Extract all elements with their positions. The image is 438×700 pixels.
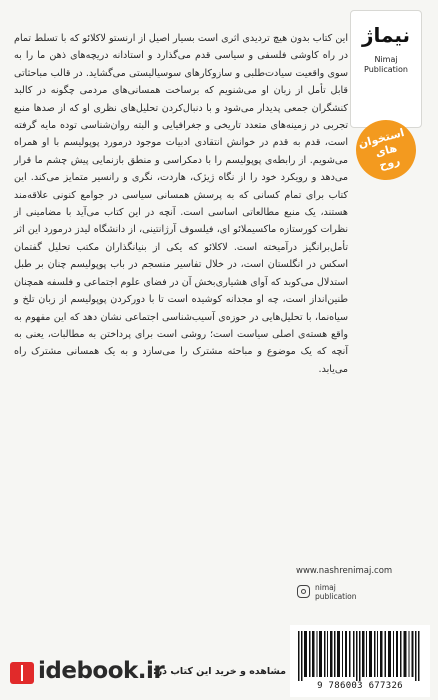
isbn-barcode <box>290 625 430 697</box>
store-watermark[interactable]: idebook.ir <box>38 658 165 684</box>
publisher-logo-word: نیماژ <box>361 23 411 47</box>
instagram-handle <box>297 583 377 607</box>
book-icon <box>10 662 34 684</box>
blurb-text: این کتاب بدون هیچ تردیدی اثری است بسیار اصیل از ارنستو لاکلائو که با تسلط تمام در راه کاوشی فلسفی و سیاسی قدم می‌گذارد و استادانه دریچه‌های ذهن ما را به سوی واقعیت سیادت‌طلبی و سازوکارهای سوسیالیستی می‌گشاید. در قالب مباحثاتی قابل تأمل از زبان او می‌شنویم که برساخت همسانی‌های مردمی چگونه در کالبد کنشگران جمعی پدیدار می‌شود و با دنبال‌کردن تحلیل‌های نظری او که از صدها منبع تجربی در زمینه‌های متعدد تاریخی و جغرافیایی و البته روان‌شناسی توده مایه گرفته است، قدم به قدم در خوانش انتقادی ادبیات موجود درمورد پوپولیسم با او همراه می‌شویم. از رابطه‌ی پوپولیسم را با دمکراسی و منطق بازنمایی پیش چشم ما قرار می‌دهد و رویکرد خود را از نگاه ژیژک، هاردت، نگری و رانسیر متمایز می‌کند. این کتاب برای تمام کسانی که به پرسش همسانی سیاسی در جوامع کنونی علاقه‌مند هستند، یک منبع مطالعاتی اساسی است. آنچه در این کتاب می‌آید با مضامینی از نظرات کورستازه ماکسیملائو ای، فیلسوف آرژانتینی، از دانشگاه لیدز درمورد این اثر تأمل‌برانگیز درآمیخته است. لاکلائو که یکی از بنیانگذاران مکتب تحلیل گفتمان اسکس در انگلستان است، در خلال تفاسیر منسجم در باب پوپولیسم چنان بر طبل استدلال می‌کوبد که آوای هشیاری‌بخش آن در فضای علوم اجتماعی و فلسفه همچنان طنین‌انداز است، چه او مجدانه کوشیده است تا با دورکردن پوپولیسم از زبان تلخ و سیاه‌نما، با تحلیل‌هایی در حوزه‌ی آسیب‌شناسی اجتماعی نشان دهد که این مفهوم به واقع هسته‌ی اصلی سیاست است؛ روشی است برای پرداختن به مطالبات، یعنی به آنچه که یک موضوع و مباحثه مشترک را می‌سازد و به یک همسانی مشترک راه می‌یابد. <box>14 33 348 375</box>
isbn-number: 9 786003 677326 <box>317 681 403 691</box>
website-url: www.nashrenimaj.com <box>296 566 393 576</box>
publisher-logo-subtitle <box>351 55 421 75</box>
store-footer-label: مشاهده و خرید این کتاب در: <box>152 666 286 677</box>
publisher-logo <box>350 10 422 128</box>
instagram-line-1: nimaj <box>315 583 336 592</box>
series-label: استخوان های روح <box>356 125 406 172</box>
barcode-bars <box>298 631 422 681</box>
instagram-line-2: publication <box>315 592 357 601</box>
publisher-word-en: Publication <box>364 65 408 74</box>
publisher-name-en: Nimaj <box>374 55 398 64</box>
instagram-icon <box>297 585 310 598</box>
store-footer <box>0 630 290 700</box>
instagram-text <box>315 583 357 601</box>
